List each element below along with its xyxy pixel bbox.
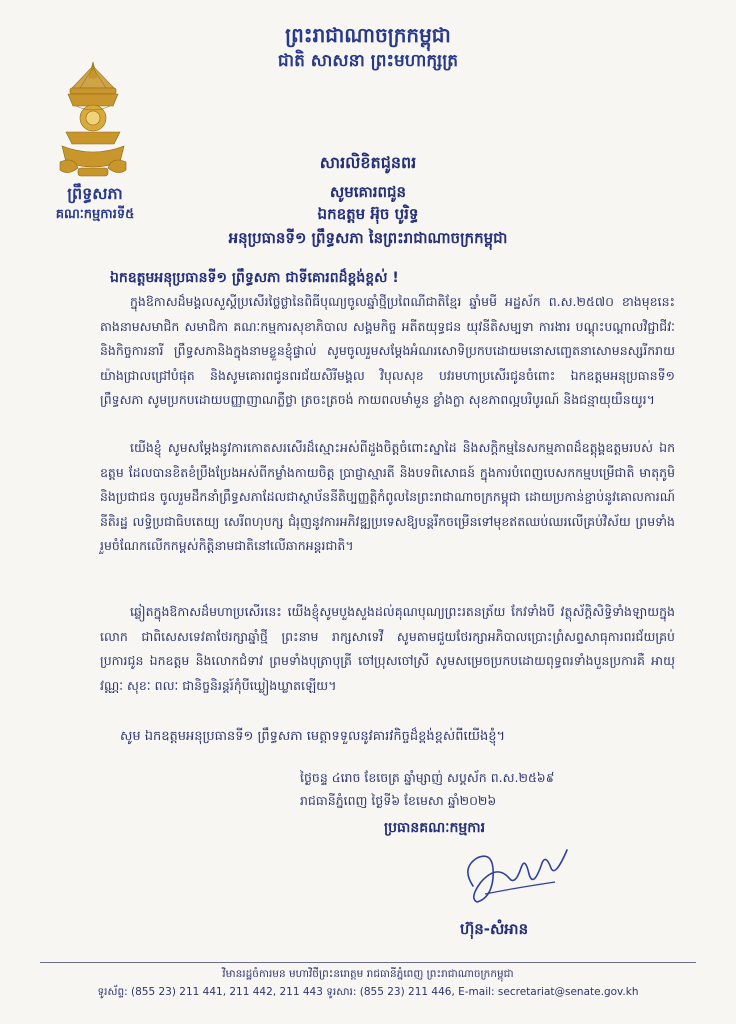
footer-divider [40,962,696,963]
respectfully-to: សូមគោរពជូន [329,183,407,201]
commission-name: គណៈកម្មការទី៥ [55,207,135,222]
recipient-name: ឯកឧត្តម អ៊ុច បូរិទ្ធ [317,205,419,223]
paragraph-2: យើងខ្ញុំ សូមសម្តែងនូវការកោតសរសើរដ៏ស្មោះអស់ពីដួងចិត្តចំពោះស្នាដៃ និងសក្តិកម្មនៃសកម្មភាពដ៏ឧត្តុង្គឧត្តមរបស់ ឯកឧត្តម ដែលបានខិតខំប្រឹងប្រែងអស់ពីកម្លាំងកាយចិត្ត ប្រាជ្ញាស្មារតី និងបទពិសោធន៍ ក្នុងការបំពេញបេសកកម្មបម្រើជាតិ មាតុភូមិ និងប្រជាជន ចូលរួមដឹកនាំព្រឹទ្ធសភាដែលជាស្ថាប័ននីតិប្បញ្ញត្តិកំពូលនៃព្រះរាជាណាចក្រកម្ពុជា ដោយប្រកាន់ខ្ជាប់នូវគោលការណ៍នីតិរដ្ឋ លទ្ធិប្រជាធិបតេយ្យ សេរីពហុបក្ស ជំរុញនូវការអភិវឌ្ឍប្រទេសឱ្យបន្តរីកចម្រើនទៅមុខឥតឈប់ឈរលើគ្រប់វិស័យ ព្រមទាំងរួមចំណែកលើកកម្ពស់កិត្តិនាមជាតិនៅលើឆាកអន្តរជាតិ។ [100,440,675,553]
solar-date: រាជធានីភ្នំពេញ ថ្ងៃទី៦ ខែមេសា ឆ្នាំ២០២៦ [300,793,497,808]
signer-title: ប្រធានគណៈកម្មការ [384,820,486,836]
paragraph-3: ឆ្លៀតក្នុងឱកាសដ៏មហាប្រសើរនេះ យើងខ្ញុំសូមបួងសួងដល់គុណបុណ្យព្រះរតនត្រ័យ កែវទាំងបី វត្ថុស័ក្តិសិទ្ធិទាំងឡាយក្នុងលោក ជាពិសេសទេវតាថែរក្សាឆ្នាំថ្មី ព្រះនាម រាក្សសាទេវី សូមតាមជួយថែរក្សាអភិបាលប្រោះព្រំសព្ទសាធុការពរជ័យគ្រប់ប្រការជូន ឯកឧត្តម និងលោកជំទាវ ព្រមទាំងបុត្រាបុត្រី ចៅប្រុសចៅស្រី សូមសម្រេចប្រកបដោយពុទ្ធពរទាំងបួនប្រការគឺ អាយុ វណ្ណៈ សុខៈ ពលៈ ជានិច្ចនិរន្តរ៍កុំបីឃ្លៀងឃ្លាតឡើយ។ [100,604,675,693]
closing-paragraph: សូម ឯកឧត្តមអនុប្រធានទី១ ព្រឹទ្ធសភា មេត្តាទទួលនូវគារវកិច្ចដ៏ខ្ពង់ខ្ពស់ពីយើងខ្ញុំ។ [120,729,506,744]
paragraph-1: ក្នុងឱកាសដ៏មង្គលសួស្តីប្រសើរថ្លៃថ្លានៃពិធីបុណ្យចូលឆ្នាំថ្មីប្រពៃណីជាតិខ្មែរ ឆ្នាំមមី អដ្ឋស័ក ព.ស.២៥៧០ ខាងមុខនេះ តាងនាមសមាជិក សមាជិកា គណៈកម្មការសុខាភិបាល សង្គមកិច្ច អតីតយុទ្ធជន យុវនីតិសម្បទា ការងារ បណ្តុះបណ្តាលវិជ្ជាជីវៈ និងកិច្ចការនារី ព្រឹទ្ធសភានិងក្នុងនាមខ្លួនខ្ញុំផ្ទាល់ សូមចូលរួមសម្តែងអំណរសោទិប្រកបដោយមនោសញ្ចេតនាសោមនស្សរីករាយយ៉ាងជ្រាលជ្រៅបំផុត និងសូមគោរពជូនពរជ័យសិរីមង្គល វិបុលសុខ បវរមហាប្រសើរជូនចំពោះ ឯកឧត្តមអនុប្រធានទី១ ព្រឹទ្ធសភា សូមប្រកបដោយបញ្ញាញាណភ្លឺថ្លា ត្រចះត្រចង់ កាយពលមាំមួន ខ្លាំងក្លា សុខភាពល្អបរិបូរណ៍ និងជន្មាយុយឺនយូរ។ [100,294,675,407]
national-motto: ជាតិ សាសនា ព្រះមហាក្សត្រ [277,51,459,71]
institution-name: ព្រឹទ្ធសភា [67,184,123,203]
footer-contacts: ទូរស័ព្ទ: (855 23) 211 441, 211 442, 211 443 ទូរសារ: (855 23) 211 446, E-mail: secretariat@senate.gov.kh [97,986,639,998]
handwritten-signature [455,838,575,916]
salutation: ឯកឧត្តមអនុប្រធានទី១ ព្រឹទ្ធសភា ជាទីគោរពដ៏ខ្ពង់ខ្ពស់ ! [110,270,399,286]
footer-address: វិមានរដ្ឋចំការមន មហាវិថីព្រះនរោត្តម រាជធានីភ្នំពេញ ព្រះរាជាណាចក្រកម្ពុជា [222,968,514,980]
signer-name: ហ៊ុន-សំអាន [460,920,529,938]
lunar-date: ថ្ងៃចន្ទ ៤រោច ខែចេត្រ ឆ្នាំម្សាញ់ សប្តស័ក ព.ស.២៥៦៩ [300,770,555,785]
recipient-title: អនុប្រធានទី១ ព្រឹទ្ធសភា នៃព្រះរាជាណាចក្រកម្ពុជា [228,229,508,247]
document-type: សារលិខិតជូនពរ [319,153,417,172]
kingdom-heading: ព្រះរាជាណាចក្រកម្ពុជា [285,23,451,47]
